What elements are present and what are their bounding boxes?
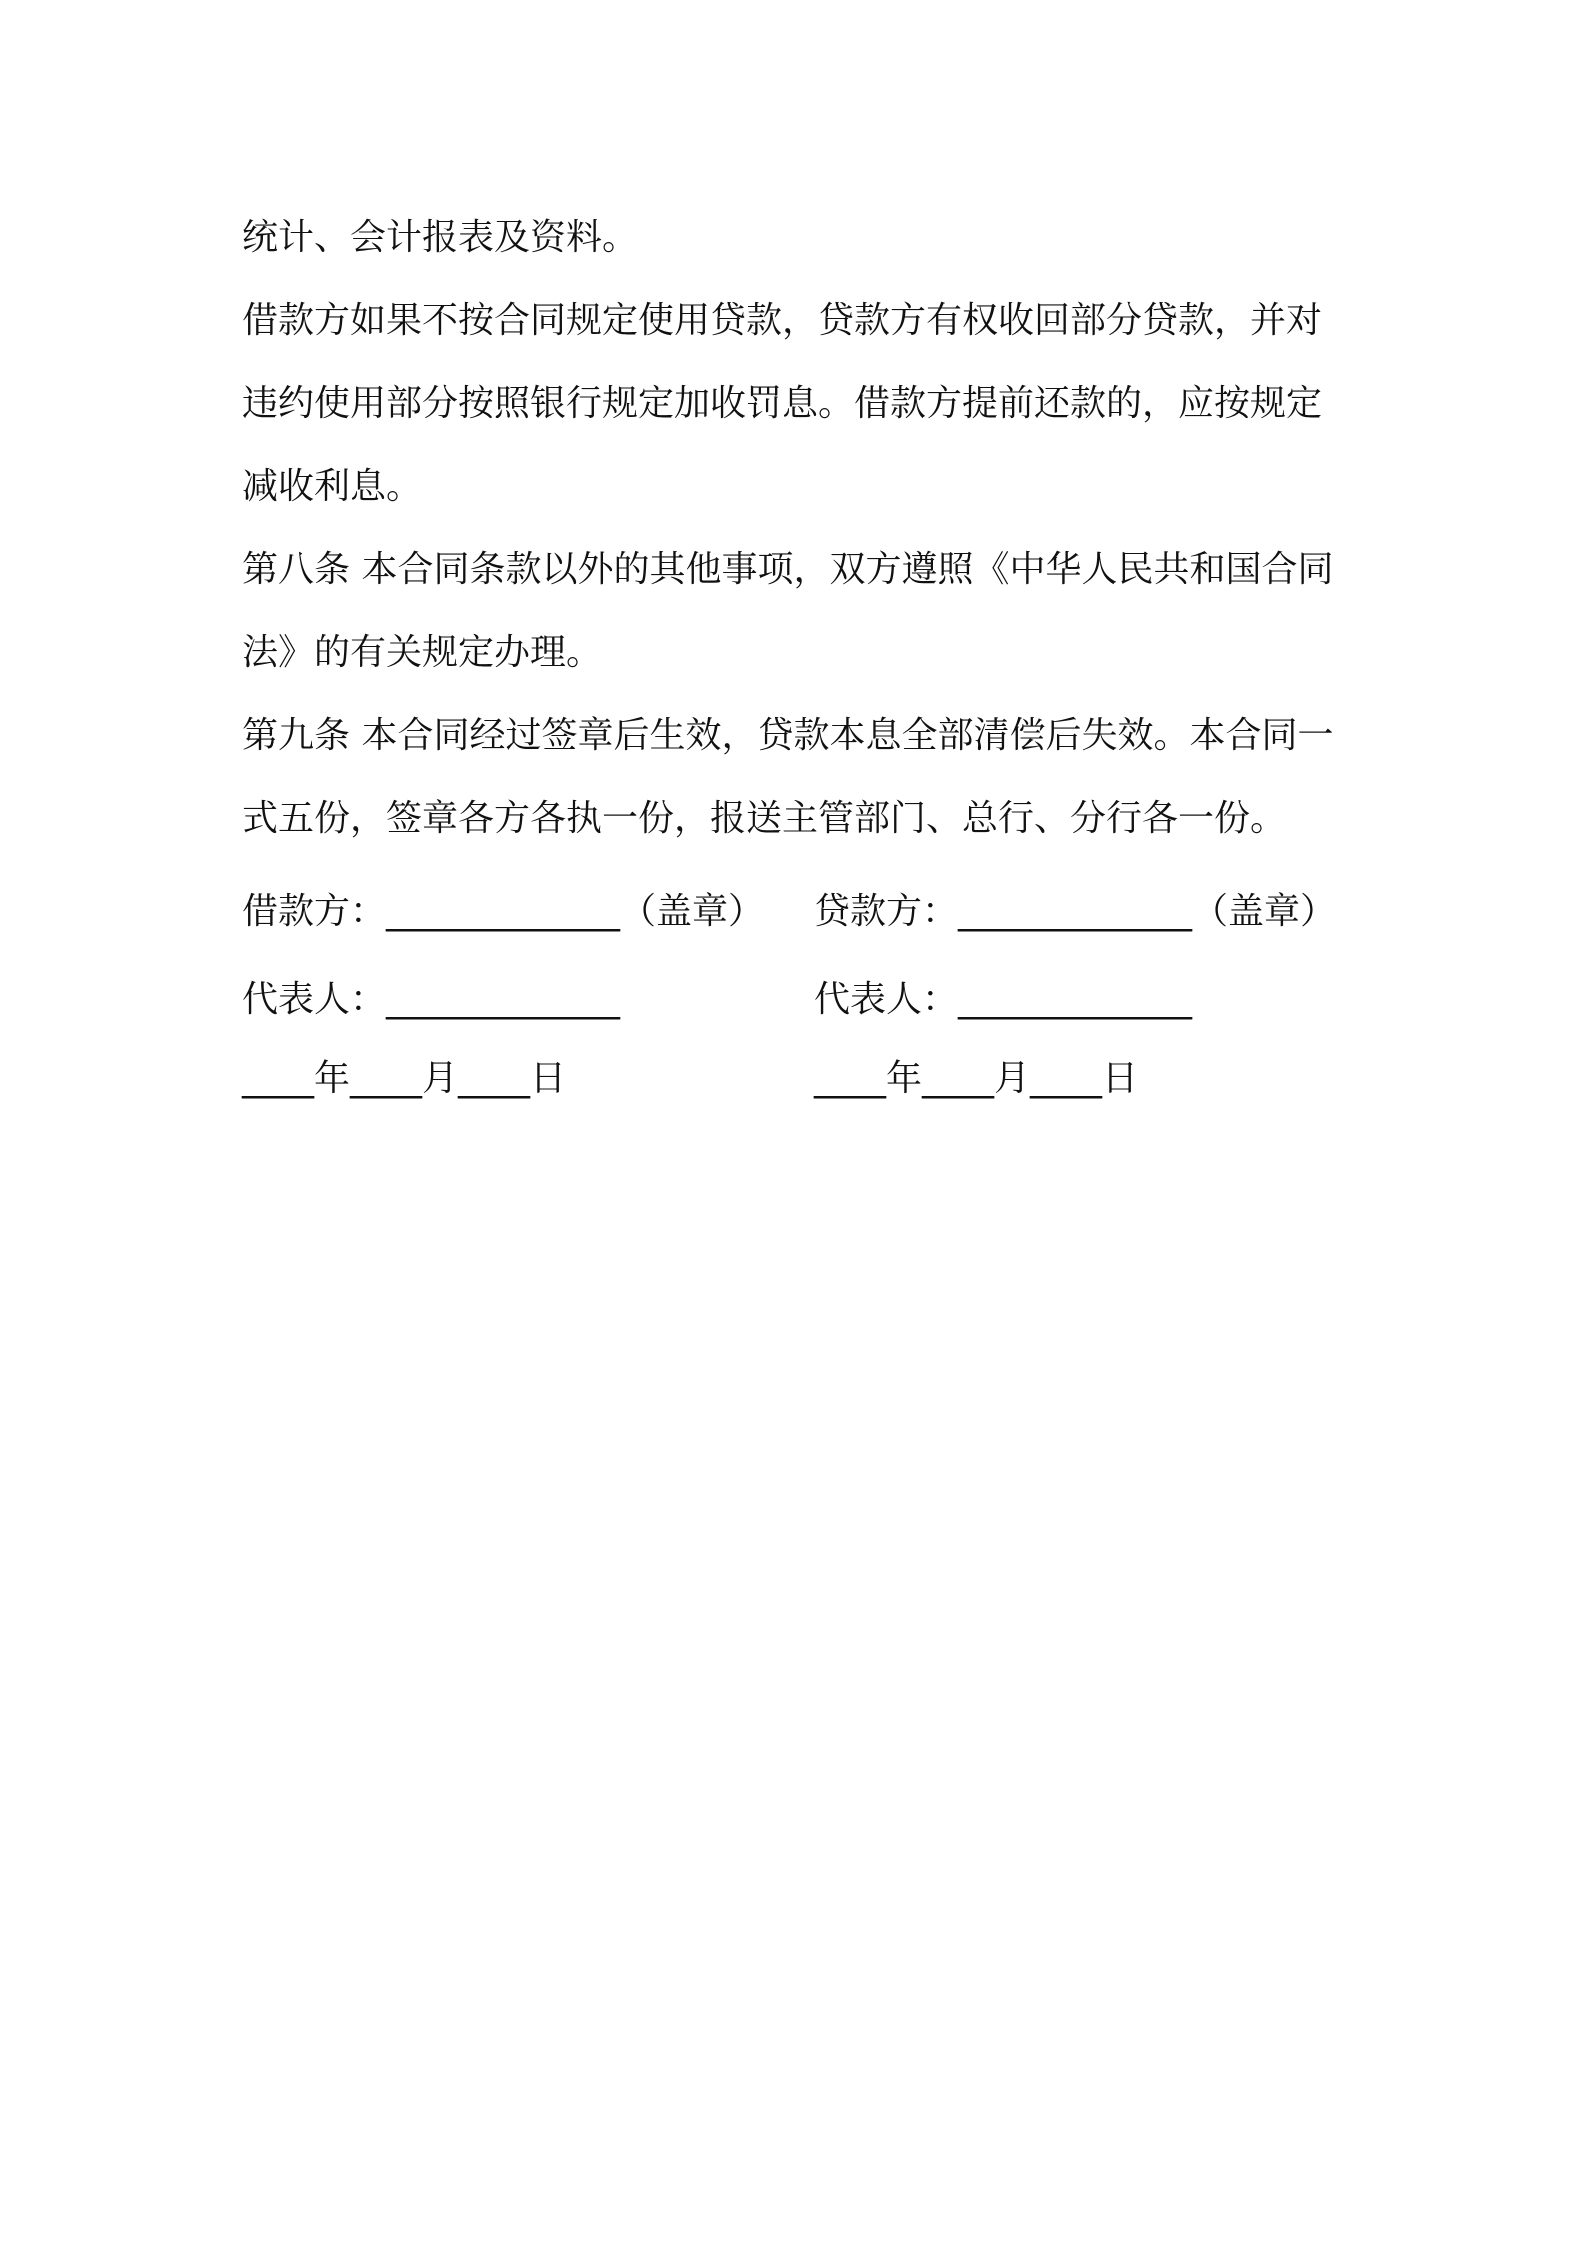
borrower-seal-line: 借款方：_____________（盖章） xyxy=(242,890,765,932)
borrower-date-line: ____年____月____日 xyxy=(242,1057,567,1099)
paragraph-article-8: 第八条 本合同条款以外的其他事项，双方遵照《中华人民共和国合同法》的有关规定办理。 xyxy=(242,549,1334,673)
lender-representative-line: 代表人：_____________ xyxy=(814,978,1193,1020)
signature-date-row xyxy=(242,1040,1352,1110)
lender-seal-line: 贷款方：_____________（盖章） xyxy=(814,890,1337,932)
signature-block xyxy=(242,864,1352,1110)
paragraph-misuse-penalty: 借款方如果不按合同规定使用贷款，贷款方有权收回部分贷款，并对违约使用部分按照银行规定加收罚息。借款方提前还款的，应按规定减收利息。 xyxy=(242,300,1323,507)
signature-representative-row xyxy=(242,952,1352,1040)
paragraph-article-9: 第九条 本合同经过签章后生效，贷款本息全部清偿后失效。本合同一式五份，签章各方各执一份，报送主管部门、总行、分行各一份。 xyxy=(242,715,1334,839)
signature-party-row xyxy=(242,864,1352,952)
lender-date-line: ____年____月____日 xyxy=(814,1057,1139,1099)
paragraph-statistics: 统计、会计报表及资料。 xyxy=(242,217,639,258)
borrower-representative-line: 代表人：_____________ xyxy=(242,978,621,1020)
document-body xyxy=(242,196,1352,1110)
